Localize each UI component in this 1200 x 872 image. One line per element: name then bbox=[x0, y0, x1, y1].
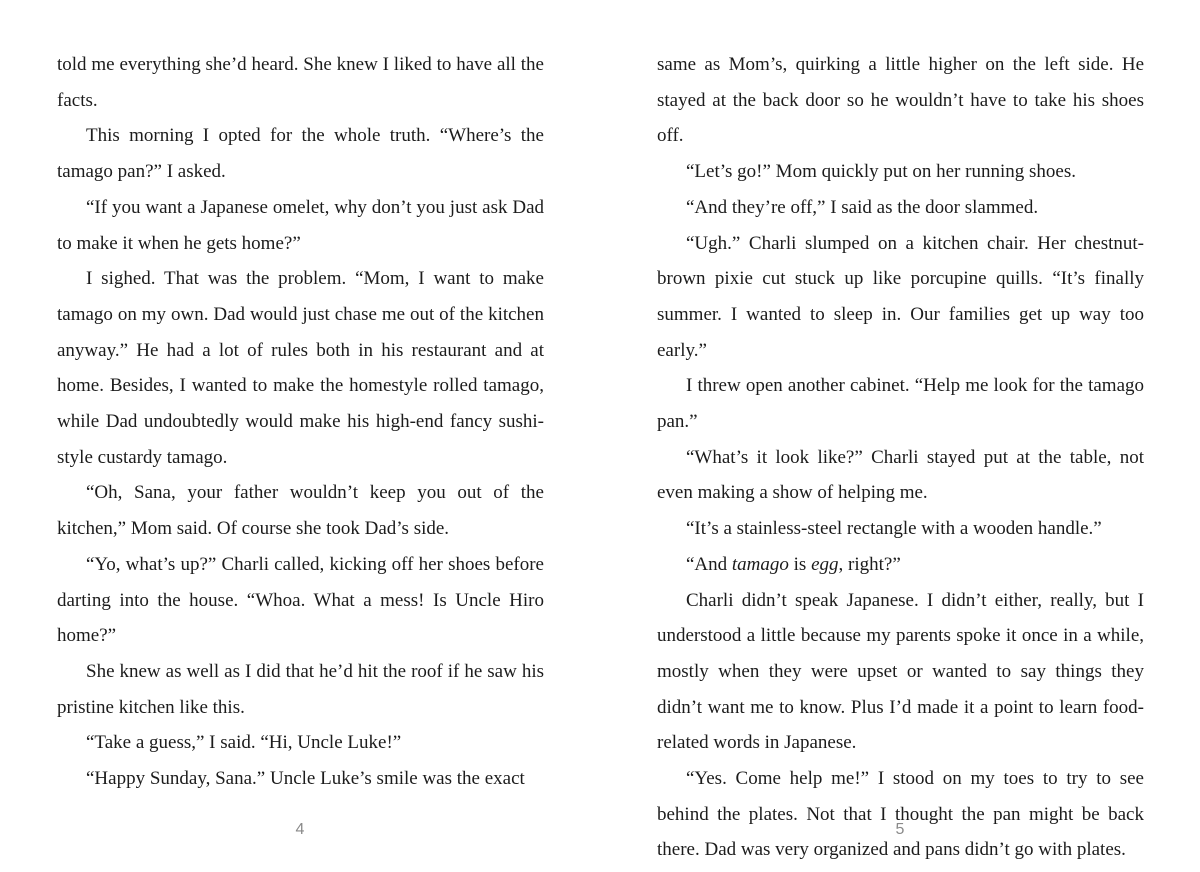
paragraph: “And they’re off,” I said as the door slammed. bbox=[686, 196, 1039, 218]
text-run: , right?” bbox=[838, 553, 901, 575]
paragraph: “Take a guess,” I said. “Hi, Uncle Luke!” bbox=[86, 732, 402, 754]
paragraph: “Happy Sunday, Sana.” Uncle Luke’s smile was the exact bbox=[86, 768, 525, 790]
paragraph: “What’s it look like?” Charli stayed put at the table, not even making a show of helping me. bbox=[657, 446, 1144, 504]
italic-word: egg bbox=[811, 553, 839, 575]
page-number: 5 bbox=[895, 821, 905, 838]
paragraph: “Yes. Come help me!” I stood on my toes to try to see behind the plates. Not that I thought the pan might be back there. Dad was very organized and pans didn’t go with plates. bbox=[657, 768, 1144, 861]
paragraph: told me everything she’d heard. She knew I liked to have all the facts. bbox=[57, 54, 544, 111]
left-page bbox=[57, 47, 544, 797]
paragraph: This morning I opted for the whole truth. “Where’s the tamago pan?” I asked. bbox=[57, 125, 544, 183]
text-run: is bbox=[788, 553, 812, 575]
right-page bbox=[657, 47, 1144, 868]
italic-word: tamago bbox=[731, 553, 789, 575]
page-number: 4 bbox=[295, 821, 305, 838]
paragraph: I sighed. That was the problem. “Mom, I want to make tamago on my own. Dad would just chase me out of the kitchen anyway.” He had a lot of rules both in his restaurant and at home. Besides, I wanted to make the homestyle rolled tamago, while Dad undoubtedly would make his high-end fancy sushi-style custardy tamago. bbox=[57, 268, 544, 468]
paragraph: “Yo, what’s up?” Charli called, kicking off her shoes before darting into the house. “Whoa. What a mess! Is Uncle Hiro home?” bbox=[57, 553, 544, 647]
paragraph: “Let’s go!” Mom quickly put on her running shoes. bbox=[686, 161, 1076, 183]
paragraph: same as Mom’s, quirking a little higher on the left side. He stayed at the back door so he wouldn’t have to take his shoes off. bbox=[657, 54, 1144, 147]
paragraph: She knew as well as I did that he’d hit the roof if he saw his pristine kitchen like this. bbox=[57, 660, 544, 718]
paragraph: “Oh, Sana, your father wouldn’t keep you out of the kitchen,” Mom said. Of course she took Dad’s side. bbox=[57, 482, 544, 540]
paragraph bbox=[657, 547, 1144, 583]
paragraph: “If you want a Japanese omelet, why don’t you just ask Dad to make it when he gets home?” bbox=[57, 196, 544, 254]
paragraph: “Ugh.” Charli slumped on a kitchen chair. Her chestnut-brown pixie cut stuck up like porcupine quills. “It’s finally summer. I wanted to sleep in. Our families get up way too early.” bbox=[657, 232, 1144, 361]
paragraph: I threw open another cabinet. “Help me look for the tamago pan.” bbox=[657, 375, 1144, 433]
text-run: “And bbox=[686, 553, 732, 575]
paragraph: “It’s a stainless-steel rectangle with a wooden handle.” bbox=[686, 518, 1102, 540]
paragraph: Charli didn’t speak Japanese. I didn’t either, really, but I understood a little because my parents spoke it once in a while, mostly when they were upset or wanted to say things they didn’t want me to know. Plus I’d made it a point to learn food-related words in Japanese. bbox=[657, 589, 1144, 754]
